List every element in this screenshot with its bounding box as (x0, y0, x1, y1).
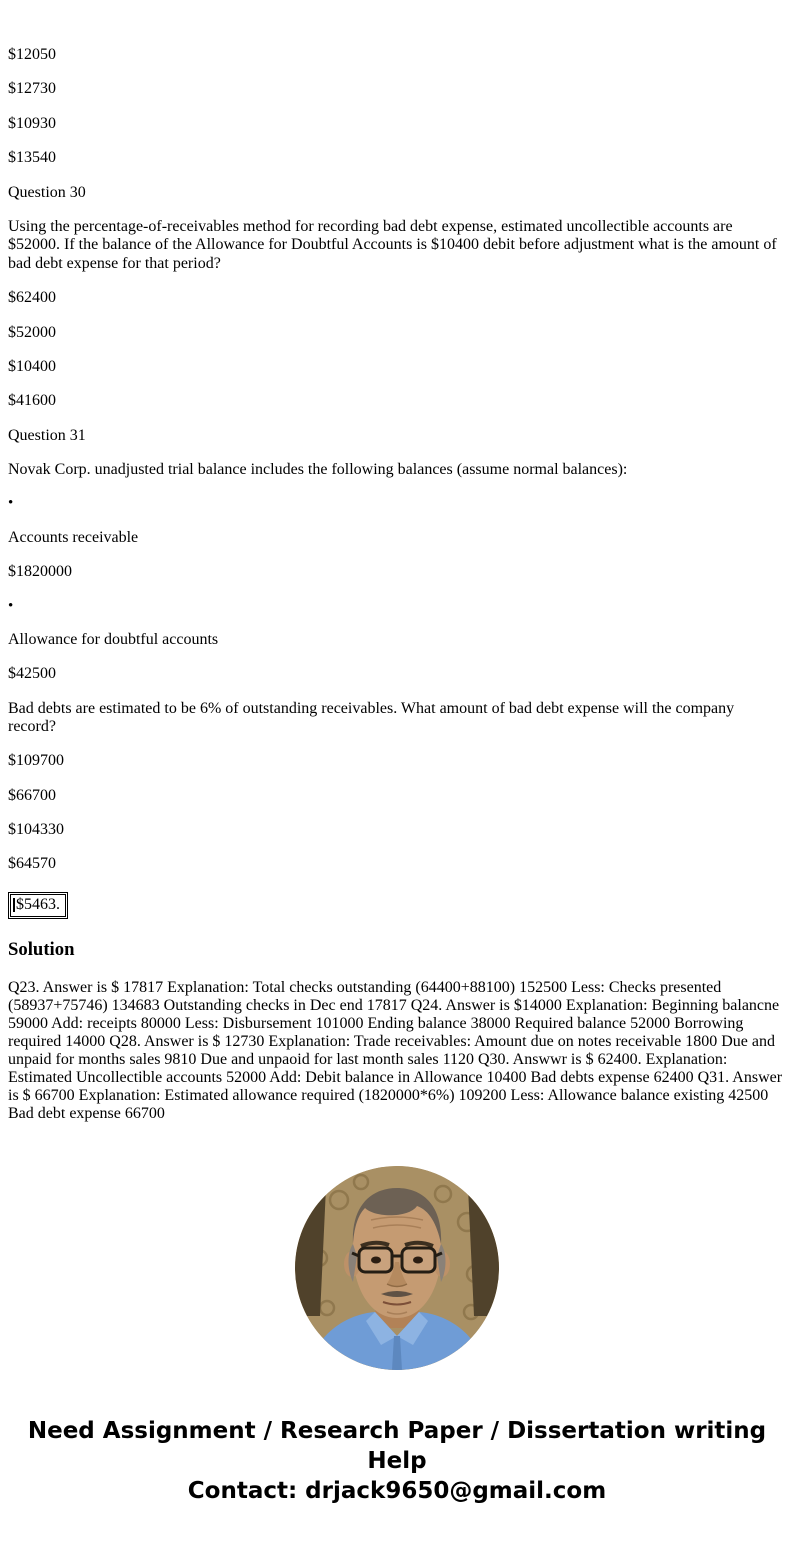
question-31-heading: Question 31 (8, 426, 86, 444)
answer-input[interactable] (8, 892, 68, 919)
question-30-text: Using the percentage-of-receivables method for recording bad debt expense, estimated uncollectible accounts are $52000. If the balance of the Allowance for Doubtful Accounts is $10400 debit before adjustment what is the amount of bad debt expense for that period? (8, 217, 777, 272)
answer-option: $41600 (8, 392, 56, 410)
answer-input-value: $5463. (16, 895, 60, 913)
line-item-value: $42500 (8, 665, 56, 683)
avatar-image (295, 1166, 499, 1370)
answer-option: $66700 (8, 786, 56, 804)
answer-option: $52000 (8, 323, 56, 341)
footer-contact: Contact: drjack9650@gmail.com (187, 1477, 607, 1504)
answer-option: $64570 (8, 855, 56, 873)
avatar (8, 1166, 786, 1370)
footer-help-text: Need Assignment / Research Paper / Dissertation writing Help (27, 1417, 767, 1474)
answer-option: $104330 (8, 821, 64, 839)
avatar-frame (295, 1166, 499, 1370)
question-30-heading: Question 30 (8, 183, 86, 201)
answer-option: $12050 (8, 46, 56, 63)
answer-input-row (8, 892, 786, 919)
answer-option: $10930 (8, 114, 56, 132)
answer-option: $12730 (8, 80, 56, 98)
solution-heading: Solution (8, 938, 75, 960)
answer-input-inner (10, 894, 66, 917)
text-cursor-icon (13, 898, 15, 912)
bullet-marker: • (8, 495, 14, 512)
answer-option: $62400 (8, 289, 56, 307)
question-31-text: Bad debts are estimated to be 6% of outstanding receivables. What amount of bad debt expense will the company record? (8, 699, 735, 735)
footer-help-banner (27, 1416, 767, 1506)
bullet-marker: • (8, 597, 14, 614)
answer-option: $109700 (8, 752, 64, 770)
line-item-value: $1820000 (8, 563, 72, 581)
solution-text: Q23. Answer is $ 17817 Explanation: Total checks outstanding (64400+88100) 152500 Less: Checks presented (58937+75746) 134683 Outstanding checks in Dec end 17817 Q24. Answer is $14000 Explanation: Beginning balancne 59000 Add: receipts 80000 Less: Disbursement 101000 Ending balance 38000 Required balance 52000 Borrowing required 14000 Q28. Answer is $ 12730 Explanation: Trade receivables: Amount due on notes receivable 1800 Due and unpaid for months sales 9810 Due and unpaoid for last month sales 1120 Q30. Answwr is $ 62400. Explanation: Estimated Uncollectible accounts 52000 Add: Debit balance in Allowance 10400 Bad debts expense 62400 Q31. Answer is $ 66700 Explanation: Estimated allowance required (1820000*6%) 109200 Less: Allowance balance existing 42500 Bad debt expense 66700 (8, 978, 783, 1123)
line-item-label: Allowance for doubtful accounts (8, 630, 219, 648)
question-31-intro: Novak Corp. unadjusted trial balance includes the following balances (assume normal balances): (8, 461, 628, 479)
line-item-label: Accounts receivable (8, 528, 139, 546)
answer-option: $10400 (8, 357, 56, 375)
answer-option: $13540 (8, 149, 56, 167)
